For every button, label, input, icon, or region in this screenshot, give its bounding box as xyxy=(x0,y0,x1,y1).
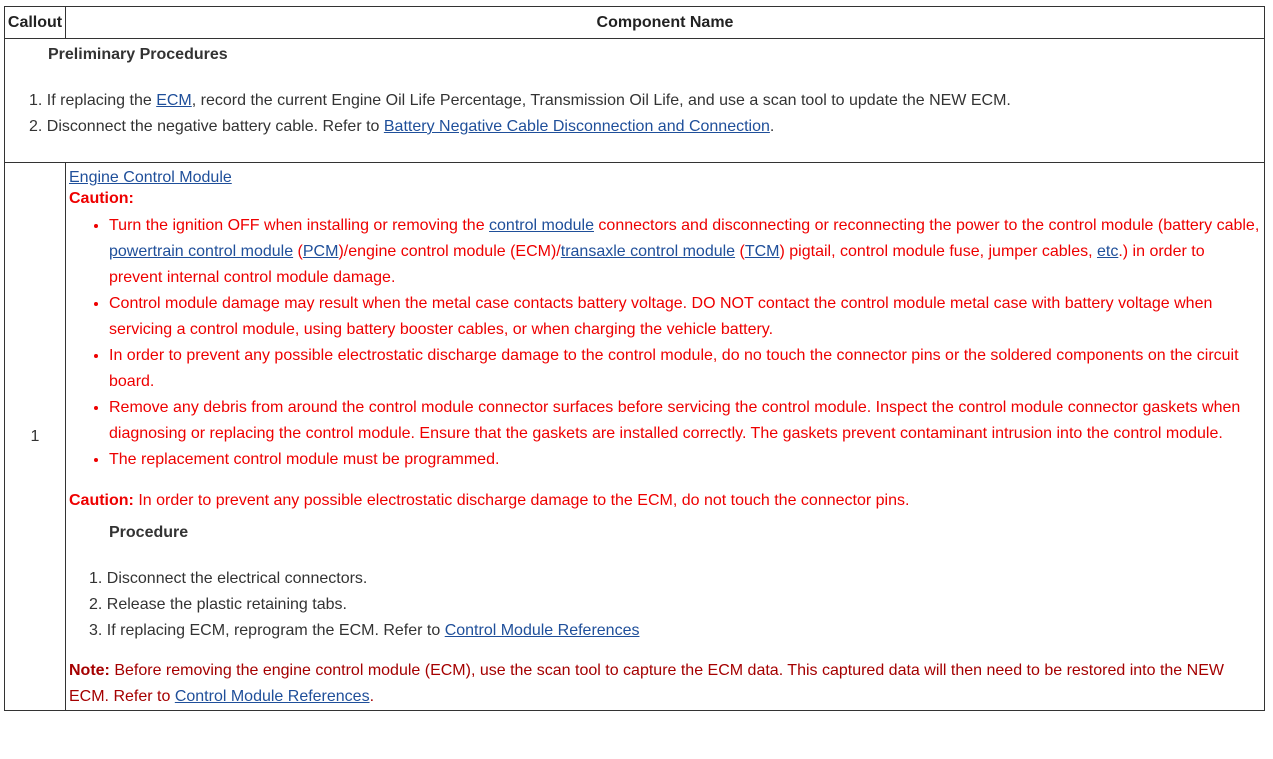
caution-text: .) in order to prevent internal control module damage. xyxy=(109,243,1205,286)
preliminary-steps xyxy=(29,88,1264,140)
pcm-link[interactable]: PCM xyxy=(302,243,339,260)
step-text: If replacing the xyxy=(46,92,157,109)
procedure-step-1 xyxy=(89,566,1261,592)
battery-negative-cable-link[interactable]: Battery Negative Cable Disconnection and Connection xyxy=(383,118,770,135)
caution-text: connectors and disconnecting or reconnecting the power to the control module (battery cable, xyxy=(593,217,1260,234)
note-text: . xyxy=(369,688,375,705)
caution-list xyxy=(69,213,1261,473)
ecm-link[interactable]: ECM xyxy=(156,92,192,109)
control-module-references-link[interactable]: Control Module References xyxy=(444,622,640,639)
step-text: Disconnect the negative battery cable. Refer to xyxy=(46,118,384,135)
caution-item-3: • In order to prevent any possible electrostatic discharge damage to the control module, do no touch the connector pins or the soldered components on the circuit board. xyxy=(109,343,1261,395)
caution-text: ( xyxy=(293,243,303,260)
esd-caution xyxy=(69,490,1261,512)
note-text: Before removing the engine control module (ECM), use the scan tool to capture the ECM data. This captured data will then need to be restored into the NEW ECM. Refer to xyxy=(69,662,1224,705)
engine-control-module-link[interactable]: Engine Control Module xyxy=(69,169,232,186)
note xyxy=(69,658,1261,710)
step-number: 2. xyxy=(29,118,43,135)
etc-link[interactable]: etc xyxy=(1096,243,1119,260)
control-module-references-link[interactable]: Control Module References xyxy=(174,688,370,705)
caution-text: ( xyxy=(735,243,745,260)
procedure-step-2 xyxy=(89,592,1261,618)
callout-1-row xyxy=(5,163,1265,711)
caution-text: In order to prevent any possible electrostatic discharge damage to the ECM, do not touch the connector pins. xyxy=(133,492,910,509)
callout-column-header: Callout xyxy=(5,7,66,39)
step-number: 1. xyxy=(29,92,43,109)
procedure-table xyxy=(4,6,1265,711)
note-label: Note: xyxy=(69,662,110,679)
transaxle-control-module-link[interactable]: transaxle control module xyxy=(560,243,736,260)
procedure-heading: Procedure xyxy=(109,524,189,541)
procedure-step-3 xyxy=(89,618,1261,644)
caution-text: ) pigtail, control module fuse, jumper cables, xyxy=(779,243,1097,260)
step-text: Release the plastic retaining tabs. xyxy=(106,596,347,613)
procedure-steps xyxy=(89,566,1261,644)
step-text: Disconnect the electrical connectors. xyxy=(106,570,368,587)
preliminary-step-1 xyxy=(29,88,1264,114)
step-number: 1. xyxy=(89,570,103,587)
preliminary-heading: Preliminary Procedures xyxy=(48,46,228,63)
component-cell xyxy=(66,163,1265,711)
caution-item-5: • The replacement control module must be programmed. xyxy=(109,447,1261,473)
powertrain-control-module-link[interactable]: powertrain control module xyxy=(109,243,294,260)
step-number: 3. xyxy=(89,622,103,639)
tcm-link[interactable]: TCM xyxy=(744,243,780,260)
step-text: , record the current Engine Oil Life Percentage, Transmission Oil Life, and use a scan tool to update the NEW ECM. xyxy=(191,92,1011,109)
header-row xyxy=(5,7,1265,39)
caution-item-2: • Control module damage may result when the metal case contacts battery voltage. DO NOT contact the control module metal case with battery voltage when servicing a control module, using battery booster cables, or when charging the vehicle battery. xyxy=(109,291,1261,343)
step-number: 2. xyxy=(89,596,103,613)
step-text: . xyxy=(769,118,775,135)
callout-number: 1 xyxy=(5,163,66,711)
caution-item-1 xyxy=(109,213,1261,291)
caution-text: )/engine control module (ECM)/ xyxy=(338,243,561,260)
preliminary-cell xyxy=(5,39,1265,163)
caution-text: Turn the ignition OFF when installing or removing the xyxy=(109,217,490,234)
step-text: If replacing ECM, reprogram the ECM. Refer to xyxy=(106,622,445,639)
caution-item-4: • Remove any debris from around the control module connector surfaces before servicing the control module. Inspect the control module connector gaskets when diagnosing or replacing the control module. Ensure that the gaskets are installed correctly. The gaskets prevent contaminant intrusion into the control module. xyxy=(109,395,1261,447)
component-name-column-header: Component Name xyxy=(66,7,1265,39)
preliminary-row xyxy=(5,39,1265,163)
preliminary-step-2 xyxy=(29,114,1264,140)
caution-label: Caution: xyxy=(69,492,134,509)
control-module-link[interactable]: control module xyxy=(489,217,594,234)
caution-label: Caution: xyxy=(69,190,134,207)
